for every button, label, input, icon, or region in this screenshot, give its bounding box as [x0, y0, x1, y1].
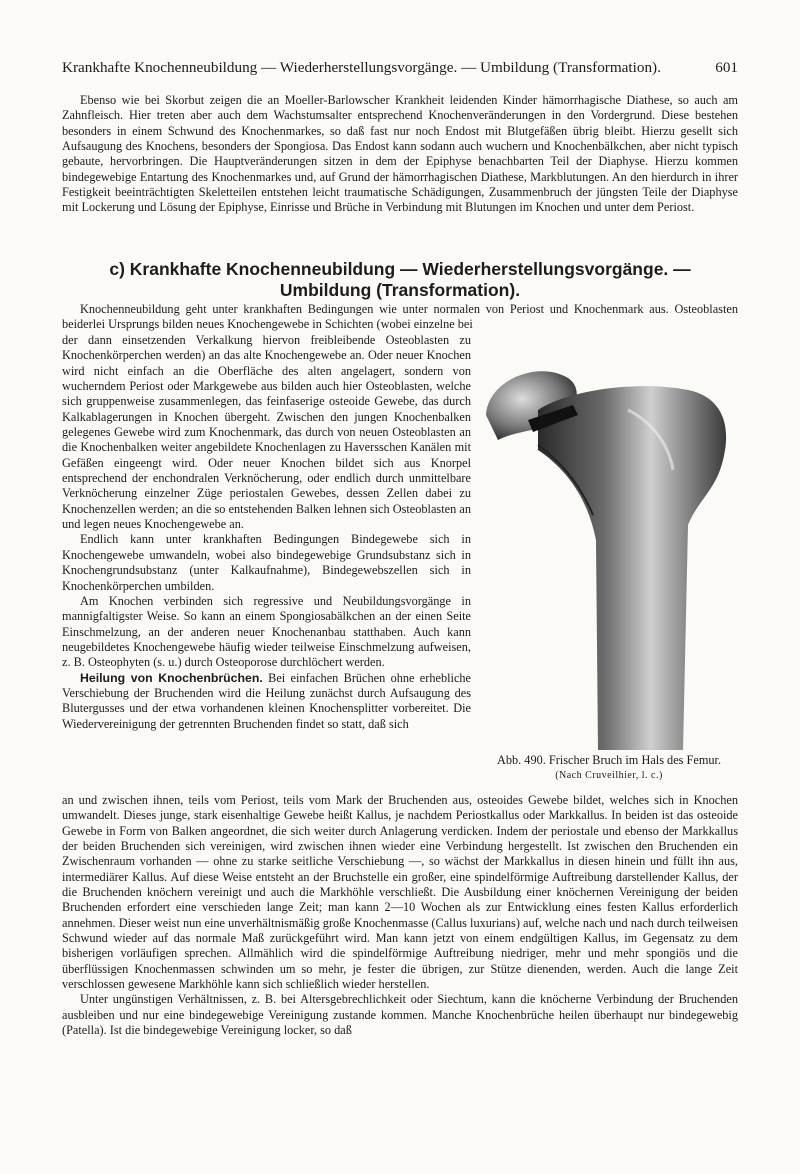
- column-paragraph-3: Am Knochen verbinden sich regressive und Neubildungsvorgänge in mannigfaltigster Weise. So kann an einem Spongiosabälkchen an der einen Seite Einschmelzung, an der anderen neuer Knochenanbau statthaben. Auch kann neugebildetes Knochengewebe häufig wieder teilweise Einschmelzung aufweisen, z. B. Osteophyten (s. u.) durch Osteoporose durchlöchert werden.: [62, 593, 471, 670]
- figure-caption-text: Abb. 490. Frischer Bruch im Hals des Femur.: [496, 753, 722, 767]
- intro-section: [62, 93, 738, 216]
- full-width-section: [62, 793, 738, 1039]
- section-heading: [62, 259, 738, 301]
- column-paragraph-2: Endlich kann unter krankhaften Bedingungen Bindegewebe sich in Knochengewebe umwandeln, wobei also bindegewebige Grundsubstanz sich in Knochengrundsubstanz (unter Kalkaufnahme), Bindegewebszellen sich in Knochenkörperchen umbilden.: [62, 532, 471, 593]
- femur-fracture-illustration-icon: [478, 350, 740, 750]
- figure-caption: [478, 753, 740, 783]
- section-heading-line-2: Umbildung (Transformation).: [279, 280, 521, 300]
- section-first-paragraph: Knochenneubildung geht unter krankhaften Bedingungen wie unter normalen von Periost und Knochenmark aus. Osteoblasten beiderlei Ursprungs bilden neues Knochengewebe in Schichten (wobei einzelne bei: [62, 302, 738, 332]
- figure-caption-source: (Nach Cruveilhier, l. c.): [555, 770, 663, 781]
- heilung-paragraph: [62, 671, 471, 732]
- text-column: [62, 333, 471, 732]
- running-header: [62, 59, 738, 81]
- running-title: Krankhafte Knochenneubildung — Wiederherstellungsvorgänge. — Umbildung (Transformation).: [62, 59, 661, 76]
- heilung-heading: Heilung von Knochenbrüchen.: [80, 670, 263, 685]
- column-paragraph-1: der dann einsetzenden Verkalkung hiervon freibleibende Osteoblasten zu Knochenkörperchen werden) an das alte Knochengewebe an. Oder neuer Knochen wird nicht einfach an die Oberfläche des alten angelagert, sondern von wucherndem Periost oder Markgewebe aus bilden auch hier Osteoblasten, welche sich gruppenweise zusammenlegen, das feinfaserige osteoide Gewebe, das durch Kalkablagerungen in Knochen übergeht. Zwischen den jungen Knochenbalken gelegenes Gewebe wird zum Knochenmark, das durch von neuen Osteoblasten an die Knochenbalken weiter angebildete Knochenlagen zu Haversschen Kanälen mit Gefäßen eingeengt wird. Oder neuer Knochen bildet sich aus Knorpel entsprechend der enchondralen Verknöcherung, oder endlich durch unmittelbare Verknöcherung einzelner Züge periostalen Gewebes, dessen Zellen dabei zu Knochenzellen werden; an die so entstehenden Balken lehnen sich Osteoblasten an und legen neues Knochengewebe an.: [62, 333, 471, 532]
- figure-femur: [478, 350, 740, 780]
- intro-paragraph: Ebenso wie bei Skorbut zeigen die an Moeller-Barlowscher Krankheit leidenden Kinder hämorrhagische Diathese, so auch am Zahnfleisch. Hier treten aber auch dem Wachstumsalter entsprechend Knochenveränderungen in den Vordergrund. Diese bestehen besonders in einem Schwund des Knochenmarkes, so daß fast nur noch Endost mit Blutgefäßen übrig bleibt. Hierzu gesellt sich Aufsaugung des Knochens, besonders der Spongiosa. Das Endost kann sodann auch wuchern und Knochenbälkchen, aber nicht typisch gebaute, hervorbringen. Die Hauptveränderungen sitzen in dem der Epiphyse benachbarten Teil der Diaphyse. Hierzu kommen bindegewebige Entartung des Knochenmarkes und, auf Grund der hämorrhagischen Diathese, Markblutungen. An den hierdurch in ihrer Festigkeit beeinträchtigten Skeletteilen entstehen leicht traumatische Schädigungen, Zusammenbruch der jüngsten Teile der Diaphyse mit Lockerung und Lösung der Epiphyse, Einrisse und Brüche in Verbindung mit Blutungen im Knochen und unter dem Periost.: [62, 93, 738, 215]
- section-intro: [62, 302, 738, 333]
- section-heading-line-1: c) Krankhafte Knochenneubildung — Wiederherstellungsvorgänge. —: [109, 259, 691, 279]
- full-paragraph-2: Unter ungünstigen Verhältnissen, z. B. bei Altersgebrechlichkeit oder Siechtum, kann die knöcherne Verbindung der Bruchenden ausbleiben und nur eine bindegewebige Vereinigung zustande kommen. Manche Knochenbrüche heilen überhaupt nur bindegewebig (Patella). Ist die bindegewebige Vereinigung locker, so daß: [62, 992, 738, 1038]
- full-paragraph-1: an und zwischen ihnen, teils vom Periost, teils vom Mark der Bruchenden aus, osteoides Gewebe bildet, welches sich in Knochen umwandelt. Dieses junge, stark eisenhaltige Gewebe heißt Kallus, je nachdem Periostkallus oder Markkallus. In beiden ist das osteoide Gewebe in Form von Balken angeordnet, die sich weiter durch Anlagerung verdicken. Indem der periostale und ebenso der Markkallus der beiden Bruchenden sich vereinigen, wird zwischen ihnen wieder eine Verbindung hergestellt. Ist zwischen den Bruchenden ein Zwischenraum vorhanden — ohne zu starke seitliche Verschiebung —, so wächst der Markkallus in diesen hinein und füllt ihn aus, intermediärer Kallus. Auf diese Weise entsteht an der Bruchstelle ein großer, eine spindelförmige Auftreibung darstellender Kallus, der die Bruchenden knöchern vereinigt und auch die Markhöhle verschließt. Die Ausbildung einer knöchernen Vereinigung der beiden Bruchenden erfordert eine verschieden lange Zeit; man kann 2—10 Wochen als zur Entwicklung eines festen Kallus erforderlich annehmen. Dieser weist nun eine unverhältnismäßig große Knochenmasse (Callus luxurians) auf, welche nach und nach durch teilweisen Schwund wieder auf das normale Maß zurückgeführt wird. Man kann jetzt von einem endgültigen Kallus, im Gegensatz zu dem bisherigen vorläufigen sprechen. Allmählich wird die spindelförmige Auftreibung niedriger, mehr und mehr spongiös und die überflüssigen Knochenmassen schwinden um so mehr, je fester die übrigen, zur Stütze dienenden, werden. Auch die lange Zeit verschlossen gewesene Markhöhle kann sich schließlich wieder herstellen.: [62, 793, 738, 992]
- heilung-text: Bei einfachen Brüchen ohne erhebliche Verschiebung der Bruchenden wird die Heilung zunächst durch Aufsaugung des Blutergusses und der etwa vorhandenen kleinen Knochensplitter vorbereitet. Die Wiedervereinigung der getrennten Bruchenden findet so statt, daß sich: [62, 670, 472, 731]
- page-number: 601: [715, 59, 738, 76]
